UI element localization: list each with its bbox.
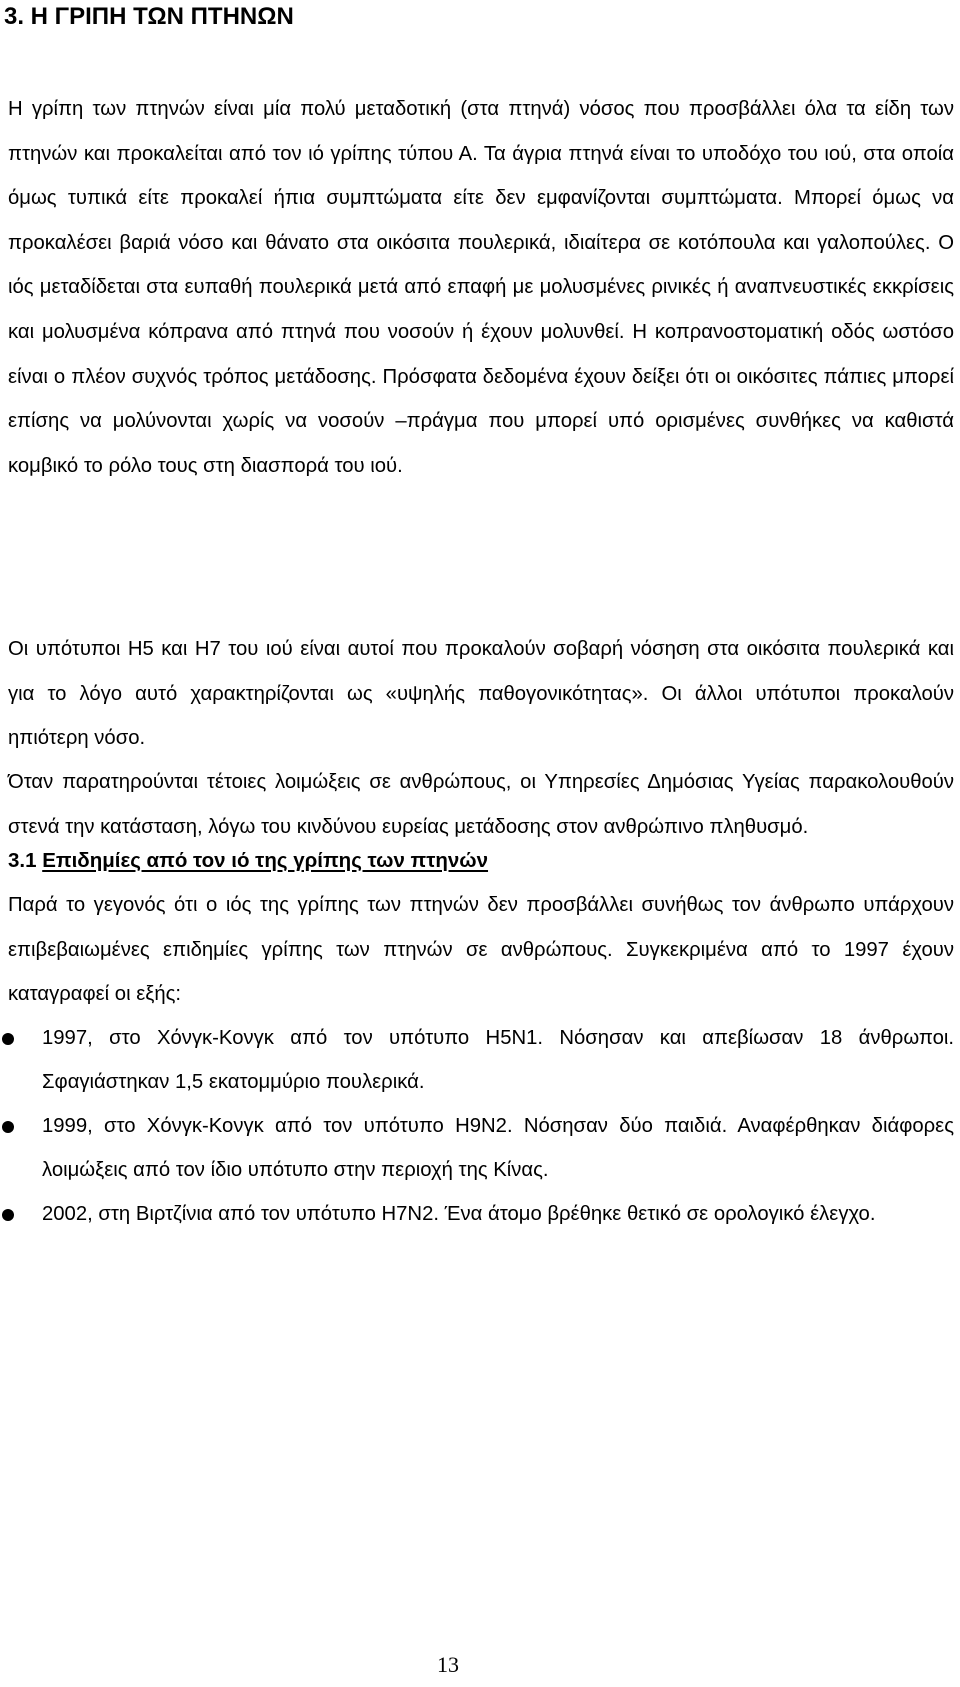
intro-paragraph: Η γρίπη των πτηνών είναι μία πολύ μεταδοτική (στα πτηνά) νόσος που προσβάλλει όλα τα είδη των πτηνών και προκαλείται από τον ιό γρίπης τύπου Α. Τα άγρια πτηνά είναι το υποδόχο του ιού, στα οποία όμως τυπικά είτε προκαλεί ήπια συμπτώματα είτε δεν εμφανίζονται συμπτώματα. Μπορεί όμως να προκαλέσει βαριά νόσο και θάνατο στα οικόσιτα πουλερικά, ιδιαίτερα σε κοτόπουλα και γαλοπούλες. Ο ιός μεταδίδεται στα ευπαθή πουλερικά μετά από επαφή με μολυσμένες ρινικές ή αναπνευστικές εκκρίσεις και μολυσμένα κόπρανα από πτηνά που νοσούν ή έχουν μολυνθεί. Η κοπρανοστοματική οδός ωστόσο είναι ο πλέον συχνός τρόπος μετάδοσης. Πρόσφατα δεδομένα έχουν δείξει ότι οι οικόσιτες πάπιες μπορεί επίσης να μολύνονται χωρίς να νοσούν –πράγμα που μπορεί υπό ορισμένες συνθήκες να καθιστά κομβικό το ρόλο τους στη διασπορά του ιού.: [8, 98, 954, 477]
section-number: 3.1: [8, 849, 37, 872]
section-paragraph: Παρά το γεγονός ότι ο ιός της γρίπης των πτηνών δεν προσβάλλει συνήθως τον άνθρωπο υπάρχουν επιβεβαιωμένες επιδημίες γρίπης των πτηνών σε ανθρώπους. Συγκεκριμένα από το 1997 έχουν καταγραφεί οι εξής:: [8, 894, 954, 1006]
section-heading: [8, 839, 488, 883]
bullet-icon: [2, 1209, 14, 1221]
list-item-text: 2002, στη Βιρτζίνια από τον υπότυπο Η7Ν2. Ένα άτομο βρέθηκε θετικό σε ορολογικό έλεγχο.: [42, 1203, 876, 1226]
bullet-icon: [2, 1033, 14, 1045]
list-item-text: 1999, στο Χόνγκ-Κονγκ από τον υπότυπο Η9Ν2. Νόσησαν δύο παιδιά. Αναφέρθηκαν διάφορες λοιμώξεις από τον ίδιο υπότυπο στην περιοχή της Κίνας.: [42, 1115, 954, 1181]
list-item: [0, 1105, 954, 1192]
page-number: 13: [437, 1652, 459, 1677]
list-item-text: 1997, στο Χόνγκ-Κονγκ από τον υπότυπο Η5Ν1. Νόσησαν και απεβίωσαν 18 άνθρωποι. Σφαγιάστηκαν 1,5 εκατομμύριο πουλερικά.: [42, 1027, 954, 1093]
chapter-heading: 3. Η ΓΡΙΠΗ ΤΩΝ ΠΤΗΝΩΝ: [4, 3, 294, 30]
public-health-paragraph: Όταν παρατηρούνται τέτοιες λοιμώξεις σε ανθρώπους, οι Υπηρεσίες Δημόσιας Υγείας παρακολουθούν στενά την κατάσταση, λόγω του κινδύνου ευρείας μετάδοσης στον ανθρώπινο πληθυσμό.: [8, 771, 954, 838]
subtypes-paragraph: Οι υπότυποι Η5 και Η7 του ιού είναι αυτοί που προκαλούν σοβαρή νόσηση στα οικόσιτα πουλερικά και για το λόγο αυτό χαρακτηρίζονται ως «υψηλής παθογονικότητας». Οι άλλοι υπότυποι προκαλούν ηπιότερη νόσο.: [8, 638, 954, 750]
section-title: Επιδημίες από τον ιό της γρίπης των πτηνών: [42, 849, 489, 872]
bullet-icon: [2, 1121, 14, 1133]
outbreak-list: [0, 1017, 960, 1238]
list-item: [0, 1193, 954, 1237]
list-item: [0, 1017, 954, 1104]
